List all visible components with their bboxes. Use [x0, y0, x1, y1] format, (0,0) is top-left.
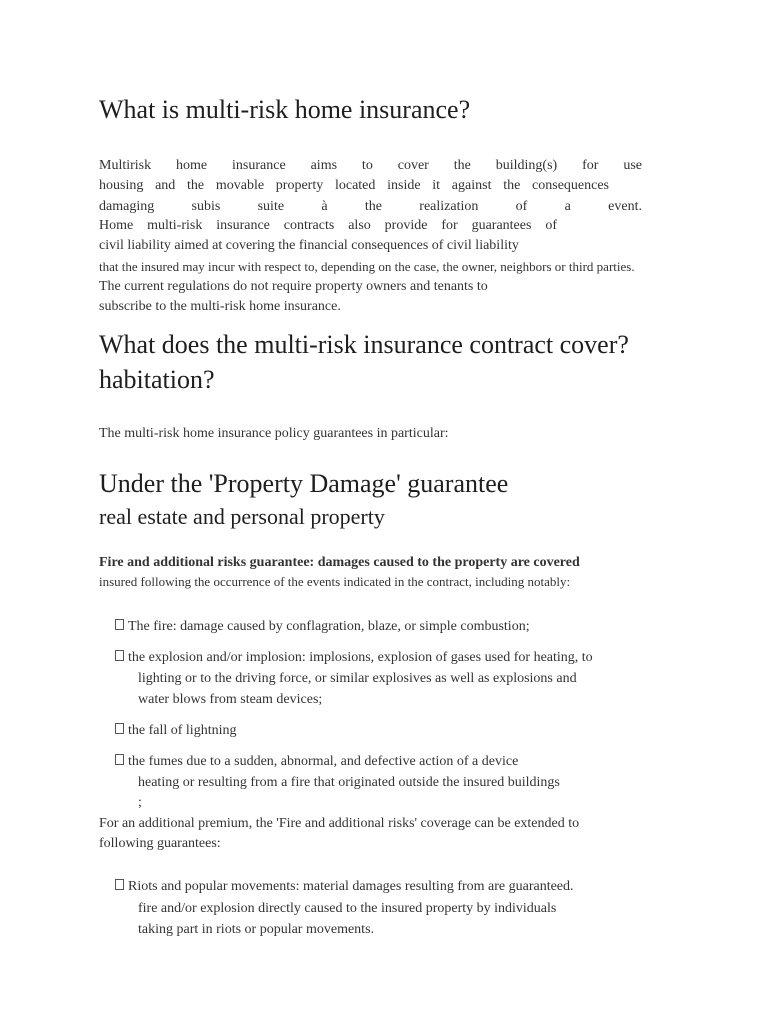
bullet-icon — [115, 754, 124, 765]
bullet-icon — [115, 723, 124, 734]
premium-text: For an additional premium, the 'Fire and additional risks' coverage can be extended to — [99, 816, 580, 831]
section-subheading-property: real estate and personal property — [99, 504, 385, 529]
section-heading-cover-cont: habitation? — [99, 365, 215, 394]
guarantees-intro: The multi-risk home insurance policy guarantees in particular: — [99, 426, 449, 441]
fire-guarantee-desc: insured following the occurrence of the events indicated in the contract, including notably: — [99, 574, 571, 589]
list-item-line: taking part in riots or popular movements. — [138, 922, 375, 937]
list-item-line: fire and/or explosion directly caused to the insured property by individuals — [138, 901, 557, 916]
intro-line: civil liability aimed at covering the financial consequences of civil liability — [99, 238, 519, 253]
intro-line: subscribe to the multi-risk home insurance. — [99, 299, 341, 314]
list-item-line — [115, 650, 593, 666]
list-item-text: the fumes due to a sudden, abnormal, and defective action of a device — [128, 754, 519, 769]
bullet-icon — [115, 879, 124, 890]
bullet-icon — [115, 619, 124, 630]
list-item-line: ; — [138, 795, 142, 810]
list-item-line: water blows from steam devices; — [138, 692, 323, 707]
list-item-line — [115, 619, 530, 635]
intro-line: housing and the movable property located inside it against the consequences — [99, 178, 609, 193]
list-item-line: heating or resulting from a fire that originated outside the insured buildings — [138, 775, 560, 790]
list-item-line — [115, 879, 574, 895]
list-item-text: the explosion and/or implosion: implosions, explosion of gases used for heating, to — [128, 650, 593, 665]
section-heading-property-damage: Under the 'Property Damage' guarantee — [99, 469, 509, 498]
intro-line: The current regulations do not require property owners and tenants to — [99, 279, 488, 294]
page-title: What is multi-risk home insurance? — [99, 95, 471, 124]
list-item-line: lighting or to the driving force, or similar explosives as well as explosions and — [138, 671, 577, 686]
list-item-text: The fire: damage caused by conflagration, blaze, or simple combustion; — [128, 619, 530, 634]
intro-line: Home multi-risk insurance contracts also provide for guarantees of — [99, 218, 557, 233]
list-item-line — [115, 754, 518, 770]
fire-guarantee-title: Fire and additional risks guarantee: damages caused to the property are covered — [99, 555, 580, 570]
intro-line: damaging subis suite à the realization of a event. — [99, 199, 642, 214]
list-item-text: the fall of lightning — [128, 723, 237, 738]
list-item-text: Riots and popular movements: material damages resulting from are guaranteed. — [128, 879, 574, 894]
intro-line: that the insured may incur with respect to, depending on the case, the owner, neighbors or third parties. — [99, 259, 635, 274]
list-item-line — [115, 723, 236, 739]
bullet-icon — [115, 650, 124, 661]
section-heading-cover: What does the multi-risk insurance contract cover? — [99, 330, 629, 359]
intro-line: Multirisk home insurance aims to cover the building(s) for use — [99, 158, 642, 173]
premium-text: following guarantees: — [99, 836, 221, 851]
